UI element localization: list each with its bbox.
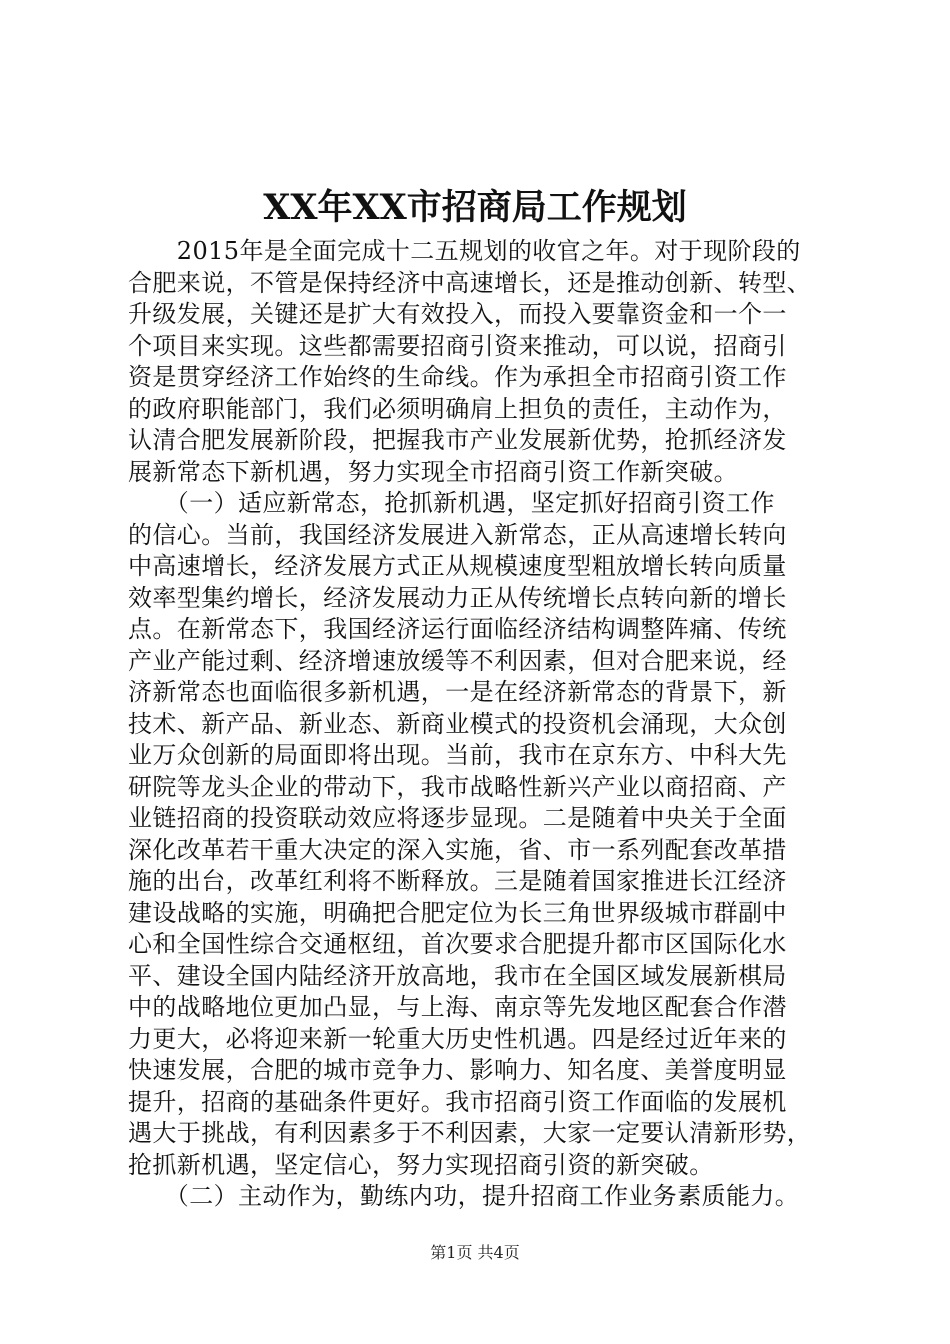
text-line: 抢抓新机遇，坚定信心，努力实现招商引资的新突破。 [128,1150,714,1179]
text-line: 的政府职能部门，我们必须明确肩上担负的责任，主动作为， [128,394,787,423]
text-line: （二）主动作为，勤练内功，提升招商工作业务素质能力。 [128,1182,800,1210]
paragraph-intro [128,236,848,488]
paragraph-section-1 [128,488,848,1181]
text-line: 施的出台，改革红利将不断释放。三是随着国家推进长江经济 [128,867,787,895]
text-line: 遇大于挑战，有利因素多于不利因素，大家一定要认清新形势， [128,1119,812,1147]
text-line: 技术、新产品、新业态、新商业模式的投资机会涌现，大众创 [128,709,787,738]
text-line: 点。在新常态下，我国经济运行面临经济结构调整阵痛、传统 [128,615,787,643]
text-line: 快速发展，合肥的城市竞争力、影响力、知名度、美誉度明显 [128,1056,787,1084]
page-number-footer: 第1页 共4页 [430,1243,520,1262]
text-line: 济新常态也面临很多新机遇，一是在经济新常态的背景下，新 [128,678,787,706]
text-line: 提升，招商的基础条件更好。我市招商引资工作面临的发展机 [128,1087,787,1116]
text-line: 资是贯穿经济工作始终的生命线。作为承担全市招商引资工作 [128,363,787,391]
text-line: 研院等龙头企业的带动下，我市战略性新兴产业以商招商、产 [128,772,787,801]
document-title: XX年XX市招商局工作规划 [263,187,687,228]
text-line: 力更大，必将迎来新一轮重大历史性机遇。四是经过近年来的 [128,1024,787,1053]
text-line: 升级发展，关键还是扩大有效投入，而投入要靠资金和一个一 [128,300,787,328]
text-line: （一）适应新常态，抢抓新机遇，坚定抓好招商引资工作 [128,489,775,517]
text-line: 平、建设全国内陆经济开放高地，我市在全国区域发展新棋局 [128,961,787,990]
text-line: 展新常态下新机遇，努力实现全市招商引资工作新突破。 [128,457,738,486]
text-line: 产业产能过剩、经济增速放缓等不利因素，但对合肥来说，经 [128,646,787,675]
text-line: 认清合肥发展新阶段，把握我市产业发展新优势，抢抓经济发 [128,426,787,454]
text-line: 业链招商的投资联动效应将逐步显现。二是随着中央关于全面 [128,804,787,832]
text-line: 业万众创新的局面即将出现。当前，我市在京东方、中科大先 [128,741,787,769]
text-line: 合肥来说，不管是保持经济中高速增长，还是推动创新、转型、 [128,268,812,297]
text-line: 个项目来实现。这些都需要招商引资来推动，可以说，招商引 [128,331,787,360]
text-line: 效率型集约增长，经济发展动力正从传统增长点转向新的增长 [128,583,787,612]
text-line: 的信心。当前，我国经济发展进入新常态，正从高速增长转向 [128,520,787,549]
text-line: 中高速增长，经济发展方式正从规模速度型粗放增长转向质量 [128,552,787,580]
document-body [128,236,848,1213]
text-line: 深化改革若干重大决定的深入实施，省、市一系列配套改革措 [128,835,787,864]
paragraph-section-2 [128,1181,848,1213]
text-line: 中的战略地位更加凸显，与上海、南京等先发地区配套合作潜 [128,993,787,1021]
text-line: 建设战略的实施，明确把合肥定位为长三角世界级城市群副中 [128,898,787,927]
text-line: 心和全国性综合交通枢纽，首次要求合肥提升都市区国际化水 [128,930,787,958]
text-line: 2015年是全面完成十二五规划的收官之年。对于现阶段的 [128,237,801,265]
